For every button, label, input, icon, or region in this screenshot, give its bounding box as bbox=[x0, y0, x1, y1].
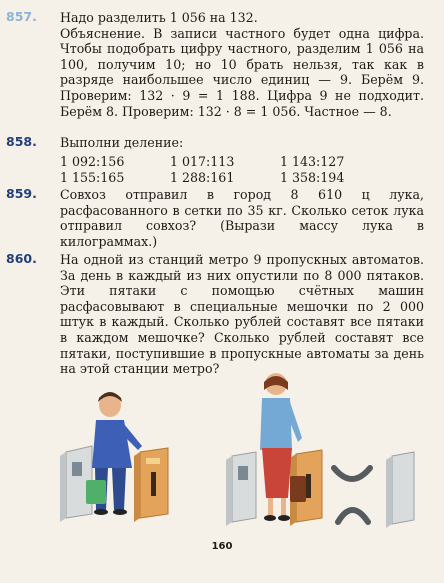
page-number: 160 bbox=[211, 541, 233, 552]
boy-figure bbox=[86, 392, 142, 515]
problem-number: 857. bbox=[6, 9, 37, 24]
division-expression: 1 092:156 bbox=[60, 154, 125, 169]
metro-turnstile-illustration bbox=[0, 372, 444, 532]
problem-text: На одной из станций метро 9 пропускных автоматов. За день в каждый из них опустили по 8 000 пятаков. Эти пятаки с помощью счётных машин расфасовывают в специальные мешочки по 2 000 штук в каждый. Сколько рублей составят все пятаки в каждом мешочке? Сколько рублей составят все пятаки, поступившие в пропускные автоматы за день на этой станции метро? bbox=[60, 252, 424, 377]
division-expression: 1 143:127 bbox=[280, 154, 345, 169]
division-expression: 1 288:161 bbox=[170, 169, 235, 185]
problem-text bbox=[60, 10, 424, 119]
woman-figure bbox=[260, 373, 306, 521]
division-grid bbox=[60, 154, 390, 185]
problem-text-line: Надо разделить 1 056 на 132. bbox=[60, 10, 258, 25]
problem-number: 860. bbox=[6, 251, 37, 266]
problem-text: Совхоз отправил в город 8 610 ц лука, расфасованного в сетки по 35 кг. Сколько сеток лука отправил совхоз? (Вырази массу лука в килограммах.) bbox=[60, 187, 424, 249]
turnstile-gate-arms bbox=[334, 452, 414, 528]
problem-title: Выполни деление: bbox=[60, 135, 184, 150]
explanation-text: Объяснение. В записи частного будет одна цифра. Чтобы подобрать цифру частного, разделим 1 056 на 100, получим 10; но 10 брать нельзя, так как в разряде наибольшее число единиц — 9. Берём 9. Проверим: 132 · 9 = 1 188. Цифра 9 не подходит. Берём 8. Проверим: 132 · 8 = 1 056. Частное — 8. bbox=[60, 25, 424, 119]
problem-number: 859. bbox=[6, 186, 37, 201]
problem-number: 858. bbox=[6, 134, 37, 149]
division-expression: 1 017:113 bbox=[170, 154, 235, 169]
division-expression: 1 155:165 bbox=[60, 169, 125, 185]
division-expression: 1 358:194 bbox=[280, 169, 345, 185]
